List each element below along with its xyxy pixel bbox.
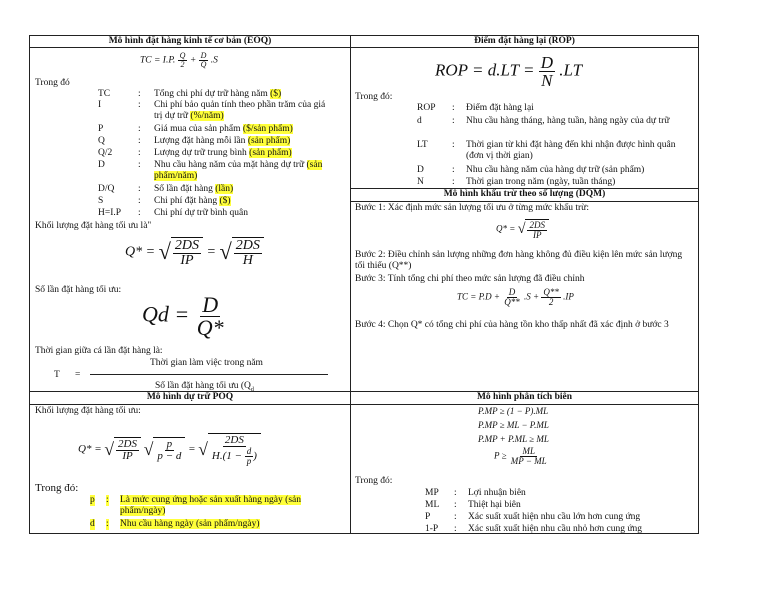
var-symbol: H=I.P bbox=[98, 208, 122, 218]
time-den-sub: d bbox=[250, 386, 254, 393]
eoq-frac2-num: D bbox=[200, 51, 207, 60]
var-desc-text: Nhu cầu hàng năm của mặt hàng dự trữ bbox=[154, 160, 305, 170]
rop-formula bbox=[435, 54, 582, 89]
dqm-title-rule bbox=[350, 201, 698, 202]
sqrt2-num: 2DS bbox=[235, 238, 260, 253]
dqm-step1-formula bbox=[496, 219, 549, 240]
poq-sqrt1-num: 2DS bbox=[118, 438, 137, 450]
dqm-sqrt-num: 2DS bbox=[529, 220, 545, 230]
f4-den: MP − ML bbox=[510, 456, 547, 466]
equals-sign: = bbox=[206, 244, 216, 260]
eoq-T-eq: = bbox=[75, 370, 81, 380]
var-desc: Xác suất xuất hiện nhu cầu nhỏ hơn cung ứng bbox=[468, 524, 643, 534]
eoq-qstar-formula bbox=[125, 237, 264, 268]
poq-inner-den: p bbox=[246, 456, 252, 466]
rop-tail: .LT bbox=[559, 60, 583, 80]
var-unit: (%/năm) bbox=[190, 111, 224, 121]
qd-num: D bbox=[202, 292, 219, 317]
eoq-formula-tail: .S bbox=[210, 55, 218, 66]
var-colon: : bbox=[452, 103, 455, 113]
var-unit: (sản phẩm/năm) bbox=[154, 160, 323, 181]
marginal-f3: P.MP + P.ML ≥ ML bbox=[478, 434, 549, 444]
qd-den: Q* bbox=[196, 315, 224, 340]
eoq-title: Mô hình đặt hàng kinh tế cơ bản (EOQ) bbox=[108, 36, 272, 46]
eoq-frac1-den: 2 bbox=[180, 60, 185, 69]
var-desc-text: Chi phí dự trữ bình quân bbox=[154, 208, 248, 218]
dqm-step2: Bước 2: Điều chỉnh sản lượng những đơn hàng không đủ điều kiện lên mức sản lượng tối thiểu (Q**) bbox=[355, 250, 683, 271]
var-desc: Điểm đặt hàng lại bbox=[466, 103, 534, 113]
rop-den: N bbox=[541, 71, 553, 90]
var-colon: : bbox=[138, 208, 141, 218]
sqrt1-den: IP bbox=[180, 253, 194, 268]
var-desc-text: Lượng dự trữ trung bình bbox=[154, 148, 247, 158]
rop-where: Trong đó: bbox=[355, 92, 393, 102]
dqm-step4: Bước 4: Chọn Q* có tổng chi phí của hàng tồn kho thấp nhất đã xác định ở bước 3 bbox=[355, 320, 669, 330]
var-symbol: D bbox=[98, 160, 105, 170]
eoq-frac2-den: Q bbox=[200, 60, 207, 69]
var-colon: : bbox=[452, 165, 455, 175]
var-unit: ($) bbox=[270, 89, 282, 99]
var-desc: Thiệt hại biên bbox=[468, 500, 521, 510]
poq-lhs: Q* = bbox=[78, 443, 102, 456]
var-desc bbox=[154, 124, 293, 135]
poq-formula bbox=[78, 433, 261, 466]
equals-sign: = bbox=[188, 443, 196, 456]
tc-lhs: TC = P.D + bbox=[457, 291, 500, 302]
var-colon: : bbox=[106, 495, 109, 505]
column-divider bbox=[350, 36, 351, 533]
var-symbol: Q bbox=[98, 136, 105, 146]
time-den-text: Số lần đặt hàng tối ưu (Q bbox=[155, 381, 251, 391]
var-desc-text: Lượng đặt hàng mỗi lần bbox=[154, 136, 246, 146]
var-unit: (sản phẩm) bbox=[247, 136, 291, 146]
var-desc-text: Tổng chi phí dự trữ hàng năm bbox=[154, 89, 268, 99]
var-desc: Nhu cầu hàng tháng, hàng tuần, hàng ngày của dự trữ bbox=[466, 116, 670, 126]
eoq-formula bbox=[140, 52, 218, 69]
eoq-orders-label: Số lần đặt hàng tối ưu: bbox=[35, 285, 122, 295]
var-desc bbox=[120, 519, 260, 530]
var-symbol: d bbox=[90, 519, 95, 529]
var-unit: (lần) bbox=[215, 184, 234, 194]
poq-sqrt2-den: p − d bbox=[157, 450, 182, 462]
qd-lhs: Qd = bbox=[142, 301, 190, 327]
var-colon: : bbox=[452, 177, 455, 187]
header-rule bbox=[30, 47, 698, 48]
var-unit: ($) bbox=[219, 196, 231, 206]
var-colon: : bbox=[454, 512, 457, 522]
var-symbol: D/Q bbox=[98, 184, 115, 194]
var-colon: : bbox=[138, 184, 141, 194]
sqrt-sign: √ bbox=[158, 239, 171, 265]
var-symbol: d bbox=[417, 116, 422, 126]
rop-title: Điểm đặt hàng lại (ROP) bbox=[474, 36, 575, 46]
dqm-step3-formula bbox=[457, 288, 574, 307]
var-desc bbox=[154, 100, 332, 122]
eoq-where: Trong đó bbox=[35, 78, 70, 88]
poq-H: H.(1 − bbox=[211, 450, 242, 463]
sqrt-sign: √ bbox=[517, 221, 526, 238]
var-symbol: p bbox=[90, 495, 95, 505]
eoq-T: T bbox=[54, 370, 60, 380]
var-desc bbox=[154, 136, 290, 147]
eoq-time-fraction-bar bbox=[90, 374, 328, 375]
var-colon: : bbox=[454, 524, 457, 534]
sqrt2-den: H bbox=[242, 253, 253, 268]
dqm-step1: Bước 1: Xác định mức sản lượng tối ưu ở từng mức khấu trừ: bbox=[355, 203, 589, 213]
formula-sheet bbox=[29, 35, 699, 534]
poq-sqrt2-num: p bbox=[166, 438, 173, 450]
eoq-formula-plus: + bbox=[189, 55, 197, 66]
var-symbol: 1-P bbox=[425, 524, 439, 534]
sqrt1-num: 2DS bbox=[174, 238, 199, 253]
var-desc: Thời gian từ khi đặt hàng đến khi nhận được hình quân (đơn vị thời gian) bbox=[466, 140, 676, 161]
var-desc: Thời gian trong năm (ngày, tuần tháng) bbox=[466, 177, 616, 187]
var-colon: : bbox=[452, 140, 455, 150]
var-desc: Xác suất xuất hiện nhu cầu lớn hơn cung ứng bbox=[468, 512, 641, 522]
var-desc bbox=[154, 196, 231, 207]
sqrt-sign: √ bbox=[198, 438, 208, 459]
var-symbol: ROP bbox=[417, 103, 436, 113]
poq-inner-num: d bbox=[246, 446, 252, 456]
var-symbol: S bbox=[98, 196, 104, 206]
eoq-optimal-label: Khối lượng đặt hàng tối ưu là" bbox=[35, 221, 152, 231]
eoq-time-num: Thời gian làm việc trong năm bbox=[150, 358, 263, 368]
poq-title: Mô hình dự trữ POQ bbox=[146, 392, 234, 402]
var-desc-text: Chi phí đặt hàng bbox=[154, 196, 218, 206]
dqm-title: Mô hình khấu trừ theo số lượng (DQM) bbox=[443, 189, 606, 199]
var-unit: ($/sản phẩm) bbox=[242, 124, 293, 134]
tc-mid: .S + bbox=[524, 291, 540, 302]
var-desc bbox=[154, 184, 233, 195]
sqrt-sign: √ bbox=[219, 239, 232, 265]
marginal-f4 bbox=[494, 447, 549, 466]
tc-frac2-num: Q** bbox=[543, 287, 559, 297]
var-colon: : bbox=[138, 160, 141, 170]
f4-lhs: P ≥ bbox=[494, 450, 507, 461]
var-symbol: MP bbox=[425, 488, 439, 498]
var-symbol: P bbox=[98, 124, 104, 134]
dqm-step3: Bước 3: Tính tổng chi phí theo mức sản lượng đã điều chỉnh bbox=[355, 274, 585, 284]
var-symbol: ML bbox=[425, 500, 440, 510]
var-symbol: N bbox=[417, 177, 424, 187]
tc-frac1-den: Q** bbox=[504, 297, 520, 307]
var-colon: : bbox=[138, 136, 141, 146]
var-desc bbox=[120, 495, 332, 517]
lower-title-rule bbox=[30, 404, 698, 405]
var-desc-text: Nhu cầu hàng ngày (sản phẩm/ngày) bbox=[120, 519, 260, 529]
var-symbol: Q/2 bbox=[98, 148, 113, 158]
var-symbol: TC bbox=[98, 89, 111, 99]
var-colon: : bbox=[138, 148, 141, 158]
var-desc-text: Là mức cung ứng hoặc sản xuất hàng ngày (sản phẩm/ngày) bbox=[120, 495, 301, 516]
f4-num: ML bbox=[522, 446, 535, 456]
var-desc bbox=[154, 148, 292, 159]
sqrt-sign: √ bbox=[104, 438, 115, 459]
rop-lhs: ROP = d.LT = bbox=[435, 60, 535, 80]
var-colon: : bbox=[452, 116, 455, 126]
var-desc bbox=[154, 160, 334, 182]
eoq-frac1-num: Q bbox=[179, 51, 186, 60]
var-unit: (sản phẩm) bbox=[249, 148, 292, 158]
var-colon: : bbox=[138, 100, 141, 110]
marginal-title: Mô hình phân tích biên bbox=[476, 392, 573, 402]
var-symbol: I bbox=[98, 100, 102, 110]
var-colon: : bbox=[454, 488, 457, 498]
var-colon: : bbox=[454, 500, 457, 510]
var-symbol: LT bbox=[417, 140, 428, 150]
var-symbol: P bbox=[425, 512, 431, 522]
var-colon: : bbox=[106, 519, 109, 529]
tc-frac1-num: D bbox=[508, 287, 516, 297]
tc-frac2-den: 2 bbox=[548, 297, 554, 307]
dqm-q-lhs: Q* = bbox=[496, 223, 516, 234]
eoq-formula-lhs: TC = I.P. bbox=[140, 55, 176, 66]
dqm-sqrt-den: IP bbox=[532, 230, 542, 240]
poq-sqrt1-den: IP bbox=[122, 450, 133, 462]
var-desc-text: Giá mua của sản phẩm bbox=[154, 124, 241, 134]
marginal-f2: P.MP ≥ ML − P.ML bbox=[478, 420, 549, 430]
poq-optimal-label: Khối lượng đặt hàng tối ưu: bbox=[35, 406, 141, 416]
var-desc-text: Số lần đặt hàng bbox=[154, 184, 213, 194]
sqrt-sign: √ bbox=[143, 438, 154, 459]
var-desc bbox=[154, 208, 248, 219]
marginal-where: Trong đó: bbox=[355, 476, 393, 486]
var-colon: : bbox=[138, 89, 141, 99]
var-colon: : bbox=[138, 196, 141, 206]
poq-close: ) bbox=[253, 450, 257, 463]
poq-where: Trong đó: bbox=[35, 482, 79, 494]
var-desc-text: Chi phí bảo quản tính theo phần trăm của giá trị dự trữ bbox=[154, 100, 326, 121]
marginal-f1: P.MP ≥ (1 − P).ML bbox=[478, 406, 549, 416]
eoq-time-label: Thời gian giữa cá lần đặt hàng là: bbox=[35, 346, 163, 356]
eoq-qd-formula bbox=[142, 294, 226, 339]
var-desc: Nhu cầu hàng năm của hàng dự trữ (sản phẩm) bbox=[466, 165, 645, 175]
rop-num: D bbox=[540, 53, 553, 72]
var-desc: Lợi nhuận biên bbox=[468, 488, 526, 498]
var-colon: : bbox=[138, 124, 141, 134]
var-symbol: D bbox=[417, 165, 424, 175]
poq-sqrt3-num: 2DS bbox=[224, 434, 244, 446]
tc-tail: .IP bbox=[563, 291, 574, 302]
qstar-lhs: Q* = bbox=[125, 244, 156, 260]
var-desc bbox=[154, 89, 281, 100]
